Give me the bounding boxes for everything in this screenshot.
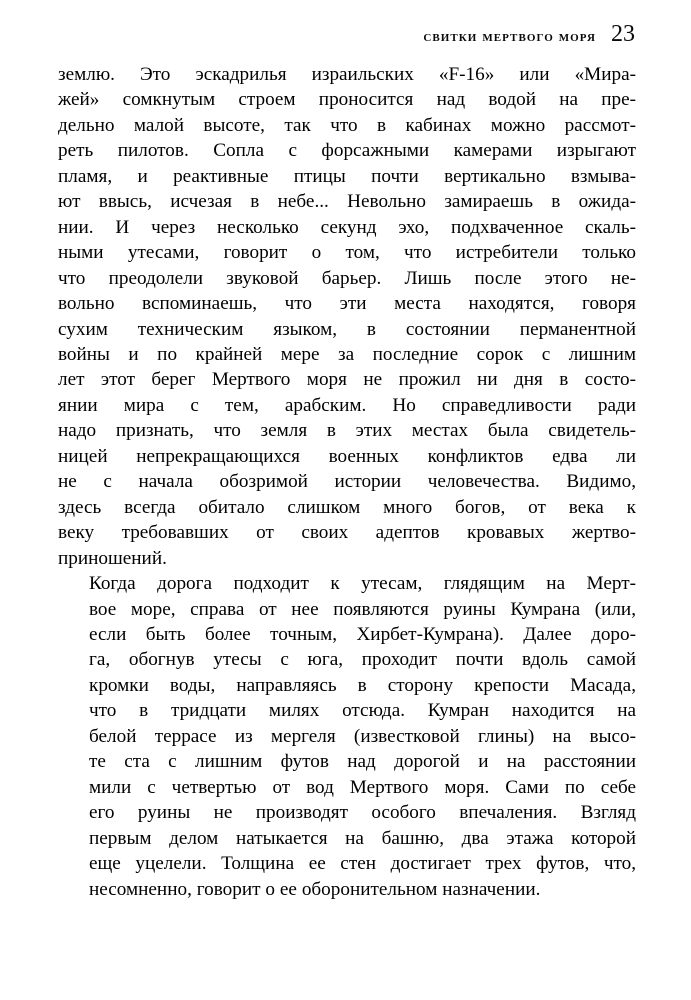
text-line: ными утесами, говорит о том, что истребители только: [58, 242, 636, 264]
text-line: ницей непрекращающихся военных конфликтов едва ли: [58, 445, 636, 467]
text-line: если быть более точным, Хирбет-Кумрана). Далее доро-: [89, 623, 636, 645]
text-line: еще уцелели. Толщина ее стен достигает трех футов, что,: [89, 853, 636, 875]
text-line: кромки воды, направляясь в сторону крепости Масада,: [89, 674, 636, 696]
running-head-title: свитки мертвого моря: [423, 28, 596, 45]
text-line: что в тридцати милях отсюда. Кумран находится на: [89, 700, 636, 722]
text-line: веку требовавших от своих адептов кровавых жертво-: [58, 522, 636, 544]
text-line: пламя, и реактивные птицы почти вертикально взмыва-: [58, 165, 636, 187]
text-line: приношений.: [58, 547, 167, 569]
text-line: его руины не производят особого впечаления. Взгляд: [89, 802, 636, 824]
text-line: белой террасе из мергеля (известковой глины) на высо-: [89, 725, 636, 747]
page-number: 23: [611, 21, 635, 47]
text-line: вое море, справа от нее появляются руины Кумрана (или,: [89, 598, 636, 620]
text-line: землю. Это эскадрилья израильских «F-16» или «Мира-: [58, 64, 636, 85]
text-line: те ста с лишним футов над дорогой и на расстоянии: [89, 751, 636, 773]
paragraph: [58, 571, 636, 902]
text-line: жей» сомкнутым строем проносится над водой на пре-: [58, 89, 636, 111]
text-line: что преодолели звуковой барьер. Лишь после этого не-: [58, 267, 636, 289]
running-head: [58, 21, 635, 55]
text-line: реть пилотов. Сопла с форсажными камерами изрыгают: [58, 140, 636, 162]
body-text-block: [58, 62, 636, 902]
text-line: нии. И через несколько секунд эхо, подхваченное скаль-: [58, 216, 636, 238]
text-line: га, обогнув утесы с юга, проходит почти вдоль самой: [89, 649, 636, 671]
text-line: мили с четвертью от вод Мертвого моря. Сами по себе: [89, 776, 636, 798]
text-line: Когда дорога подходит к утесам, глядящим на Мерт-: [89, 573, 636, 595]
text-line: лет этот берег Мертвого моря не прожил ни дня в состо-: [58, 369, 636, 391]
text-line: надо признать, что земля в этих местах была свидетель-: [58, 420, 636, 442]
text-line: сухим техническим языком, в состоянии перманентной: [58, 318, 636, 340]
text-line: войны и по крайней мере за последние сорок с лишним: [58, 343, 636, 365]
text-line: вольно вспоминаешь, что эти места находятся, говоря: [58, 293, 636, 315]
text-line: первым делом натыкается на башню, два этажа которой: [89, 827, 636, 849]
text-line: янии мира с тем, арабским. Но справедливости ради: [58, 394, 636, 416]
text-line: несомненно, говорит о ее оборонительном назначении.: [89, 878, 541, 900]
text-line: не с начала обозримой истории человечества. Видимо,: [58, 471, 636, 493]
text-line: ют ввысь, исчезая в небе... Невольно замираешь в ожида-: [58, 191, 636, 213]
paragraph: [58, 62, 636, 571]
text-line: дельно малой высоте, так что в кабинах можно рассмот-: [58, 114, 636, 136]
text-line: здесь всегда обитало слишком много богов, от века к: [58, 496, 636, 518]
